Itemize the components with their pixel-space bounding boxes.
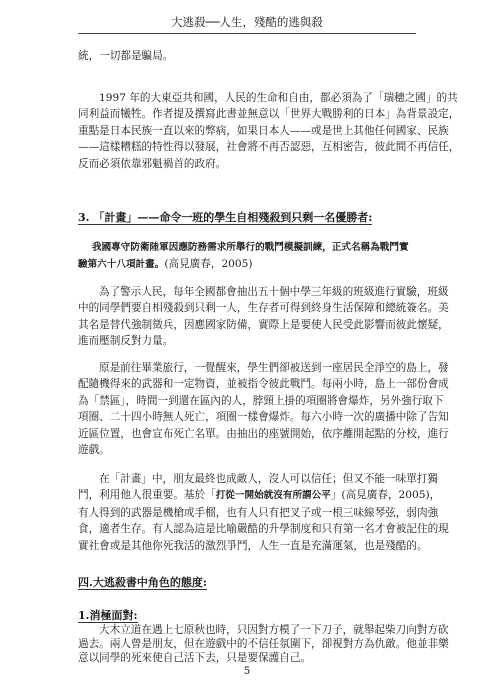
header-rule bbox=[78, 33, 416, 34]
quote-text: 驗第六十八項計畫。 bbox=[78, 259, 165, 271]
quote-line bbox=[78, 239, 416, 256]
quote-line bbox=[78, 256, 416, 273]
text-line: 原是前往畢業旅行，一覺醒來，學生們卻被送到一座居民全淨空的島上，發 bbox=[99, 362, 449, 374]
text-line: 項圈、二十四小時無人死亡，項圈一樣會爆炸。每六小時一次的廣播中除了告知 bbox=[78, 411, 449, 424]
subsection-heading bbox=[78, 607, 416, 623]
citation: 」(高見廣春，2005)， bbox=[330, 489, 441, 502]
text-line: 重點是日本民族一直以來的弊病，如果日本人——或是世上其他任何國家、民族 bbox=[78, 124, 449, 137]
text-line: ——這樣糟糕的特性得以發展，社會將不再否認惡，互相密告，彼此間不再信任， bbox=[78, 141, 460, 154]
text-line: 統，一切都是騙局。 bbox=[78, 50, 174, 62]
page-number: 5 bbox=[243, 666, 251, 677]
text-line: 意以同學的死來使自己活下去，只是要保護自己。 bbox=[78, 652, 312, 664]
text-line: 有人得到的武器是機槍或手榴，也有人只有把叉子或一根三味線琴弦，弱肉強 bbox=[78, 506, 439, 519]
citation: (高見廣春，2005) bbox=[164, 258, 253, 271]
text-line: 大木立道在遇上七原秋也時，只因對方模了一下刀子，就舉起柴刀向對方砍 bbox=[99, 624, 449, 636]
paragraph-1 bbox=[78, 90, 460, 172]
text-line: 1997 年的大東亞共和國，人民的生命和自由，都必須為了「瑞穗之國」的共 bbox=[99, 92, 458, 104]
text-line: 為「禁區」，時間一到還在區內的人，脖頸上掛的項圈將會爆炸，另外強行取下 bbox=[78, 394, 444, 407]
text-line: 遊戲。 bbox=[78, 444, 110, 457]
paragraph-5 bbox=[78, 623, 449, 665]
text-fragment: 鬥，利用他人很重要。基於「 bbox=[78, 489, 216, 502]
text-line: 在「計畫」中，朋友最終也成敵人，沒人可以信任；但又不能一味單打獨 bbox=[99, 473, 438, 485]
text-line: 近區位置，也會宣布死亡名單。由抽出的座號開始，依序離開起點的分校，進行 bbox=[78, 427, 449, 440]
text-line: 中的同學們要自相殘殺到只剩一人，生存者可得到終身生活保障和總統簽名。美 bbox=[78, 302, 449, 315]
text-line: 反而必須依靠邪魁禍首的政府。 bbox=[78, 157, 227, 170]
text-line: 為了警示人民，每年全國都會抽出五十個中學三年級的班級進行實驗，班級 bbox=[99, 286, 449, 298]
block-quote bbox=[78, 239, 416, 274]
text-line bbox=[78, 487, 441, 504]
section-heading-4 bbox=[78, 574, 416, 590]
paragraph-2 bbox=[78, 284, 449, 350]
text-line: 配隨機得來的武器和一定物資，並被指令彼此戰鬥。每兩小時，島上一部份會成 bbox=[78, 378, 449, 391]
paragraph-3 bbox=[78, 360, 449, 458]
text-line: 過去。兩人曾是朋友，但在遊戲中的不信任氛圍下，卻視對方為仇敵。他並非樂 bbox=[78, 638, 449, 650]
running-header: 大逃殺──人生，殘酷的逃與殺 bbox=[171, 15, 323, 29]
paragraph-4 bbox=[78, 471, 449, 554]
paragraph-continuation bbox=[78, 48, 416, 64]
text-line: 進而壓制反對力量。 bbox=[78, 335, 174, 348]
text-line: 同利益而犧牲。作者提及撰寫此書並無意以「世界大戰勝利的日本」為背景設定， bbox=[78, 108, 460, 121]
text-line: 食，適者生存。有人認為這是比喻嚴酷的升學制度和只有第一名才會被記住的現 bbox=[78, 523, 449, 536]
text-line: 其名是替代強制徵兵，因應國家防備，實際上是要使人民受此影響而彼此懷疑， bbox=[78, 318, 449, 331]
emphasis-quote: 打從一開始就沒有所謂公平 bbox=[215, 490, 331, 502]
section-heading-text: 3. 「計畫」——命令一班的學生自相殘殺到只剩一名優勝者: bbox=[78, 211, 373, 224]
subsection-heading-text: 1.消極面對: bbox=[78, 609, 138, 622]
section-heading-text: 四.大逃殺書中角色的態度: bbox=[78, 576, 207, 589]
text-line: 實社會或是其他你死我活的激烈爭鬥，人生一直是充滿運氣，也是殘酷的。 bbox=[78, 539, 428, 552]
section-heading-3 bbox=[78, 209, 416, 225]
quote-text: 我國專守防衛陸軍因應防務需求所舉行的戰鬥模擬訓練，正式名稱為戰鬥實 bbox=[92, 242, 409, 253]
